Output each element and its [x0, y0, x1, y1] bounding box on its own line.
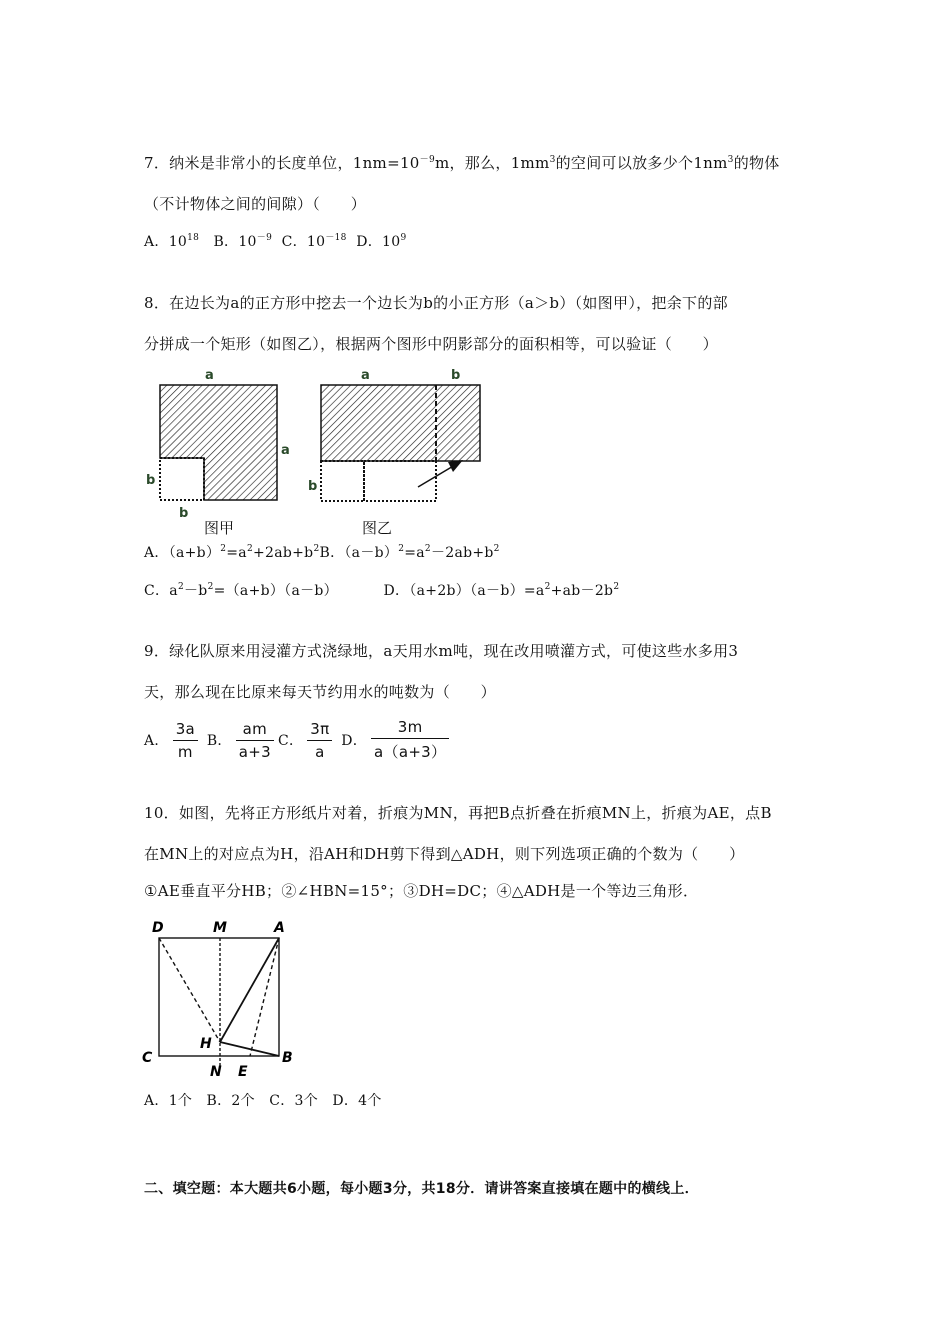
q8-opt-c-exp: 2 — [207, 582, 214, 592]
jia-label-a-top: a — [205, 368, 214, 383]
q9-opt-d-label: D． — [341, 733, 368, 749]
q7-text-a: 7．纳米是非常小的长度单位，1nm=10 — [144, 154, 420, 172]
segment-dh — [159, 938, 220, 1042]
q8-opt-b: B．（a－b） — [319, 545, 399, 561]
q9-opt-a-den: m — [177, 742, 193, 761]
q7-opt-d-exp: 9 — [400, 233, 407, 243]
q7-opt-c: C．10 — [281, 234, 326, 250]
q8-opt-c-exp: 2 — [177, 582, 184, 592]
yi-label-b-left: b — [308, 479, 318, 494]
q8-opt-a-exp: 2 — [220, 544, 227, 554]
jia-label-b-left: b — [146, 473, 156, 488]
jia-label-a-right: a — [281, 443, 290, 458]
label-a: A — [274, 920, 285, 936]
q8-opt-b-mid: =a — [404, 545, 425, 561]
q7-line1 — [144, 152, 780, 173]
label-c: C — [142, 1050, 153, 1066]
jia-shaded-region — [160, 385, 277, 500]
q8-opt-b-rest: －2ab+b — [430, 545, 494, 561]
segment-hb — [220, 1042, 279, 1056]
q9-line2: 天，那么现在比原来每天节约用水的吨数为（ ） — [144, 683, 496, 701]
q7-opt-a: A．10 — [144, 234, 188, 250]
q8-opt-a: A．（a+b） — [144, 545, 221, 561]
q10-options: A．1个 B．2个 C．3个 D．4个 — [144, 1093, 382, 1109]
label-d: D — [152, 920, 164, 936]
yi-small-square — [321, 461, 364, 501]
label-m: M — [213, 920, 227, 936]
q7-opt-d: D．10 — [356, 234, 401, 250]
jia-label-b-bottom: b — [179, 506, 189, 521]
q7-opt-b-exp: －9 — [256, 233, 273, 243]
q7-exp: 3 — [727, 155, 734, 165]
q8-opt-a-exp: 2 — [313, 544, 320, 554]
q8-opt-c-rest: =（a+b）（a－b） — [213, 583, 338, 599]
yi-arrow-line — [418, 465, 455, 487]
segment-ah — [220, 938, 279, 1042]
q7-options — [144, 231, 407, 251]
label-h: H — [200, 1036, 212, 1052]
q7-text-b: m，那么，1mm — [434, 154, 550, 172]
q9-opt-d-num: 3m — [371, 718, 449, 739]
section2-heading: 二、填空题：本大题共6小题，每小题3分，共18分．请讲答案直接填在题中的横线上． — [144, 1181, 699, 1197]
yi-moved-piece — [364, 461, 436, 501]
q8-line1: 8．在边长为a的正方形中挖去一个边长为b的小正方形（a＞b）（如图甲），把余下的部 — [144, 294, 728, 312]
fold-line-ae — [250, 938, 279, 1056]
q8-line2: 分拼成一个矩形（如图乙），根据两个图形中阴影部分的面积相等，可以验证（ ） — [144, 335, 718, 353]
q8-opt-d: D．（a+2b）（a－b）=a — [383, 583, 545, 599]
fig-jia — [146, 368, 290, 537]
q8-options-ab — [144, 542, 500, 562]
yi-shaded-rectangle — [321, 385, 480, 461]
q9-opt-c-fraction — [307, 720, 332, 761]
q7-line2: （不计物体之间的间隙）（ ） — [144, 195, 367, 213]
q8-opt-b-exp: 2 — [493, 544, 500, 554]
q8-options-cd — [144, 580, 619, 600]
q9-opt-a-fraction — [173, 720, 198, 761]
jia-small-square — [160, 458, 204, 500]
q10-line1: 10．如图，先将正方形纸片对着，折痕为MN，再把B点折叠在折痕MN上，折痕为AE，点B — [144, 804, 772, 822]
q7-opt-a-exp: 18 — [187, 233, 200, 243]
yi-arrow-head — [448, 460, 463, 472]
fig-yi — [308, 368, 480, 537]
q8-opt-b-exp: 2 — [398, 544, 405, 554]
q8-opt-c: C．a — [144, 583, 178, 599]
q7-opt-b: B．10 — [213, 234, 257, 250]
q10-line2: 在MN上的对应点为H，沿AH和DH剪下得到△ADH，则下列选项正确的个数为（ ） — [144, 845, 745, 863]
q9-opt-b-label: B． — [206, 733, 232, 749]
square-outline — [159, 938, 279, 1056]
q9-opt-b-den: a+3 — [238, 742, 271, 761]
label-b: B — [282, 1050, 293, 1066]
jia-caption: 图甲 — [204, 519, 235, 537]
q9-opt-b-fraction — [236, 720, 274, 761]
q9-options — [144, 718, 453, 762]
q7-text-d: 的物体 — [733, 154, 780, 172]
q7-exp: －9 — [419, 155, 435, 165]
q8-figure — [140, 362, 500, 540]
q9-opt-a-label: A． — [144, 733, 169, 749]
label-n: N — [210, 1064, 222, 1080]
yi-label-a-top: a — [361, 368, 370, 383]
q10-line3: ①AE垂直平分HB；②∠HBN=15°；③DH=DC；④△ADH是一个等边三角形． — [144, 882, 699, 900]
q8-opt-c-mid: －b — [184, 583, 208, 599]
q8-opt-a-exp: 2 — [246, 544, 253, 554]
q8-opt-a-mid: =a — [226, 545, 247, 561]
q9-opt-d-fraction — [371, 718, 449, 762]
q9-line1: 9．绿化队原来用浸灌方式浇绿地，a天用水m吨，现在改用喷灌方式，可使这些水多用3 — [144, 642, 739, 660]
q10-figure — [138, 912, 328, 1080]
q8-opt-a-rest: +2ab+b — [253, 545, 314, 561]
q7-exp: 3 — [549, 155, 556, 165]
q9-opt-d-den: a（a+3） — [374, 743, 447, 761]
q8-opt-d-exp: 2 — [613, 582, 620, 592]
q9-opt-c-label: C． — [277, 733, 304, 749]
q7-text-c: 的空间可以放多少个1nm — [555, 154, 728, 172]
q8-opt-d-rest: +ab－2b — [550, 583, 614, 599]
q9-opt-a-num: 3a — [173, 720, 198, 741]
q8-opt-d-exp: 2 — [544, 582, 551, 592]
yi-caption: 图乙 — [362, 519, 393, 537]
q9-opt-c-den: a — [315, 742, 325, 761]
q8-opt-b-exp: 2 — [424, 544, 431, 554]
label-e: E — [238, 1064, 248, 1080]
q9-opt-b-num: am — [236, 720, 274, 741]
q9-opt-c-num: 3π — [307, 720, 332, 741]
yi-label-b-top: b — [451, 368, 461, 383]
q7-opt-c-exp: －18 — [325, 233, 347, 243]
